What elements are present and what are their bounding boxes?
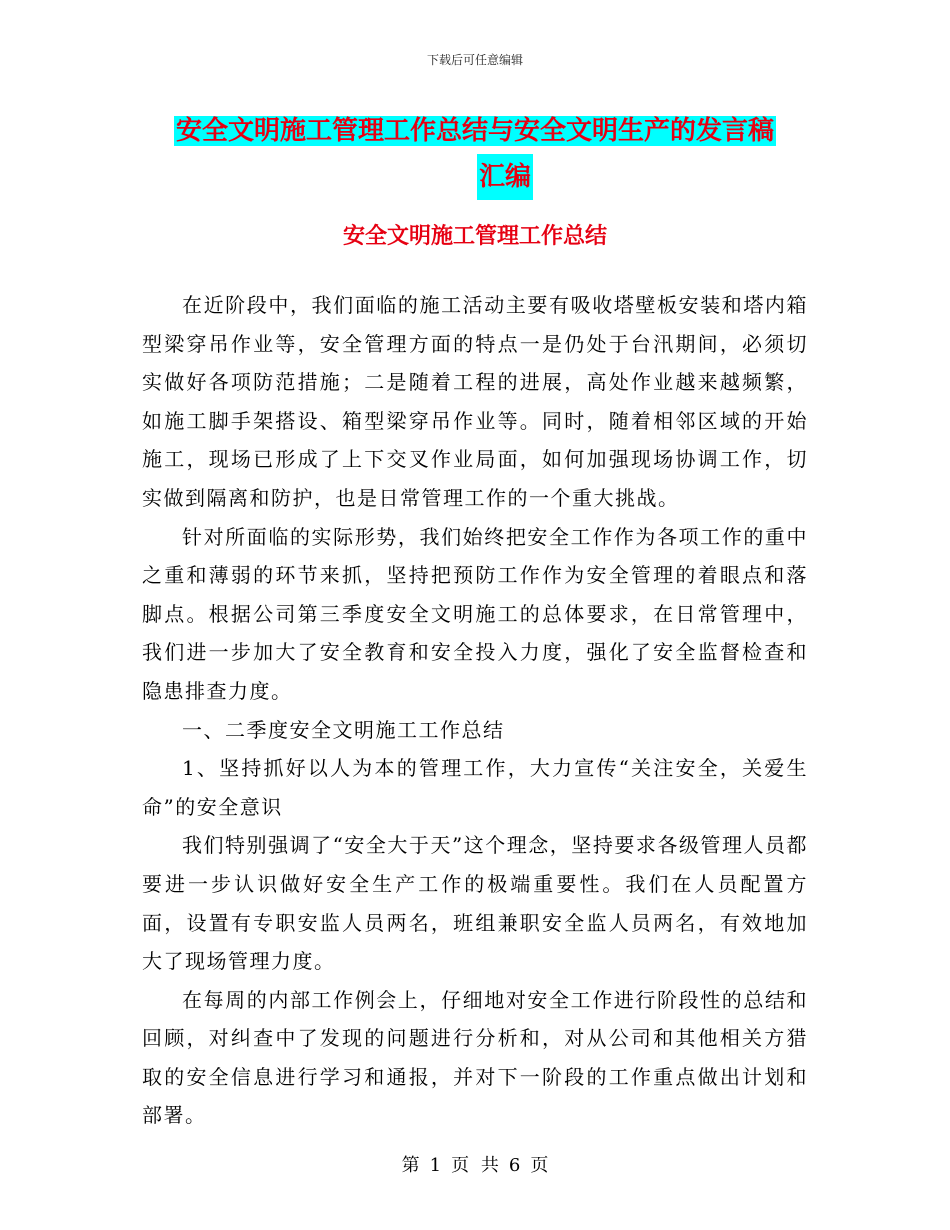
document-body: [142, 286, 808, 1135]
title-line-1: 安全文明施工管理工作总结与安全文明生产的发言稿: [175, 116, 774, 146]
footer-prefix: 第: [401, 1155, 420, 1176]
section-title: 安全文明施工管理工作总结: [342, 224, 607, 249]
document-title: [0, 108, 950, 200]
paragraph: 我们特别强调了“安全大于天”这个理念，坚持要求各级管理人员都要进一步认识做好安全生产工作的极端重要性。我们在人员配置方面，设置有专职安监人员两名，班组兼职安全监人员两名，有效地加大了现场管理力度。: [142, 833, 808, 974]
paragraph: 在每周的内部工作例会上，仔细地对安全工作进行阶段性的总结和回顾，对纠查中了发现的问题进行分析和，对从公司和其他相关方猎取的安全信息进行学习和通报，并对下一阶段的工作重点做出计划和部署。: [142, 987, 808, 1128]
footer-suffix: 页: [530, 1155, 549, 1176]
footer-middle: 页 共: [451, 1155, 499, 1176]
header-note: 下载后可任意编辑: [426, 53, 523, 67]
footer-page-number: 1: [429, 1155, 442, 1176]
paragraph: 针对所面临的实际形势，我们始终把安全工作作为各项工作的重中之重和薄弱的环节来抓，坚持把预防工作作为安全管理的着眼点和落脚点。根据公司第三季度安全文明施工的总体要求，在日常管理中，我们进一步加大了安全教育和安全投入力度，强化了安全监督检查和隐患排查力度。: [142, 524, 808, 703]
title-line-2: 汇编: [477, 154, 533, 200]
subheading: 1、坚持抓好以人为本的管理工作，大力宣传“关注安全，关爱生命”的安全意识: [142, 756, 808, 819]
subheading: 一、二季度安全文明施工工作总结: [182, 717, 505, 742]
footer-total-pages: 6: [508, 1155, 521, 1176]
page-footer: [0, 1154, 950, 1178]
paragraph: 在近阶段中，我们面临的施工活动主要有吸收塔壁板安装和塔内箱型梁穿吊作业等，安全管理方面的特点一是仍处于台汛期间，必须切实做好各项防范措施；二是随着工程的进展，高处作业越来越频繁，如施工脚手架搭设、箱型梁穿吊作业等。同时，随着相邻区域的开始施工，现场已形成了上下交叉作业局面，如何加强现场协调工作，切实做到隔离和防护，也是日常管理工作的一个重大挑战。: [142, 293, 808, 510]
